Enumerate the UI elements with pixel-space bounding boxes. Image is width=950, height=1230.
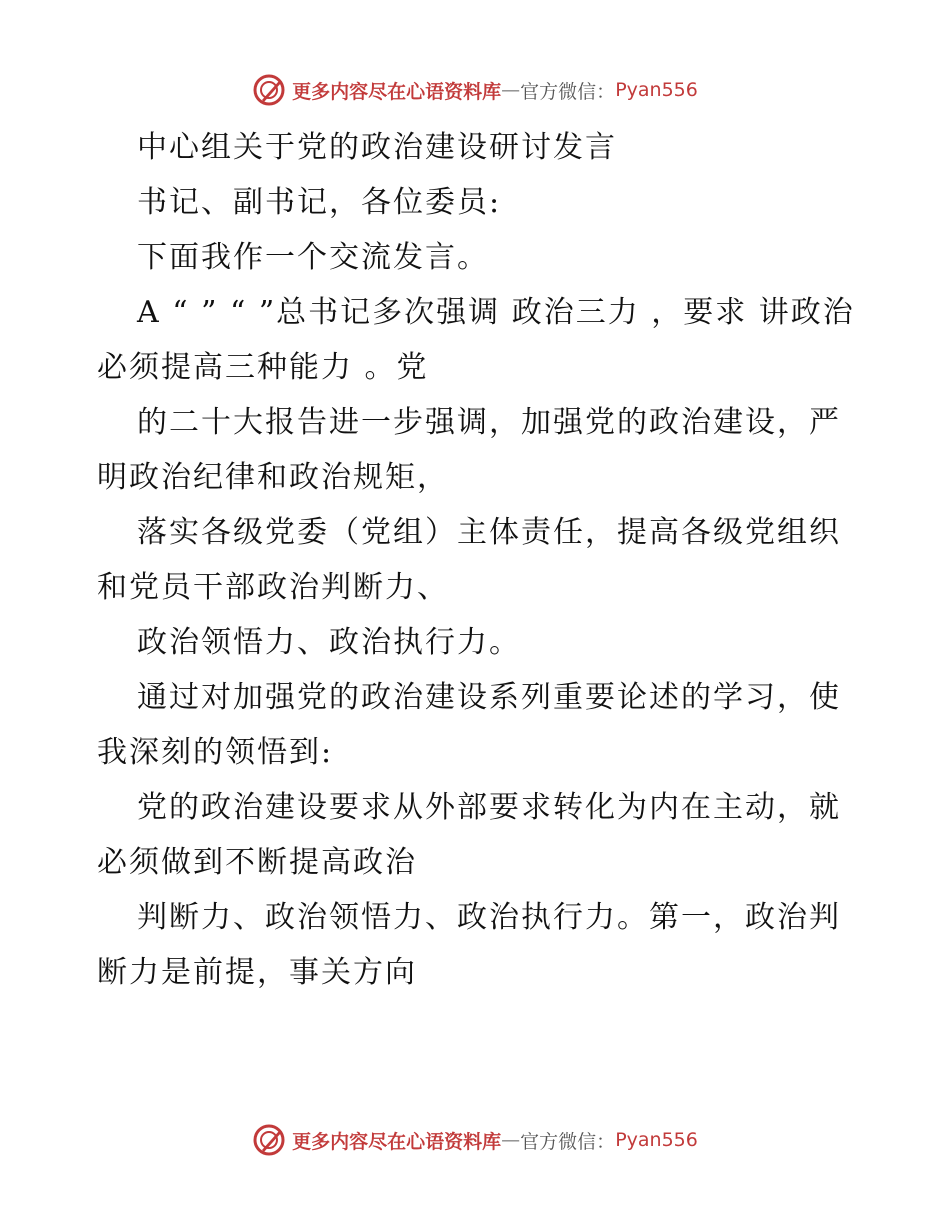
watermark-wechat-id: Pyan556 <box>615 1129 698 1151</box>
pen-logo-icon <box>252 73 286 107</box>
salutation: 书记、副书记，各位委员: <box>137 185 502 220</box>
watermark-main-text: 更多内容尽在心语资料库 <box>292 80 502 103</box>
paragraph: 判断力、政治领悟力、政治执行力。第一，政治判断力是前提，事关方向 <box>97 900 841 990</box>
paragraph: 通过对加强党的政治建设系列重要论述的学习，使我深刻的领悟到: <box>97 680 841 770</box>
paragraph: 的二十大报告进一步强调，加强党的政治建设，严明政治纪律和政治规矩， <box>97 405 841 495</box>
paragraph: 下面我作一个交流发言。 <box>137 240 489 275</box>
document-body <box>97 120 857 1000</box>
paragraph: 党的政治建设要求从外部要求转化为内在主动，就必须做到不断提高政治 <box>97 790 841 880</box>
watermark-header <box>0 70 950 110</box>
pen-logo-icon <box>252 1123 286 1157</box>
watermark-main-text: 更多内容尽在心语资料库 <box>292 1130 502 1153</box>
watermark-dash: — <box>501 1129 521 1151</box>
document-title: 中心组关于党的政治建设研讨发言 <box>137 130 617 165</box>
watermark-wechat-id: Pyan556 <box>615 79 698 101</box>
watermark-sub-text: 官方微信： <box>520 1130 616 1153</box>
paragraph: A “ ” “ ”总书记多次强调 政治三力 ，要求 讲政治必须提高三种能力 。党 <box>97 295 855 385</box>
paragraph: 政治领悟力、政治执行力。 <box>137 625 521 660</box>
watermark-footer <box>0 1120 950 1160</box>
paragraph: 落实各级党委（党组）主体责任，提高各级党组织和党员干部政治判断力、 <box>97 515 841 605</box>
watermark-sub-text: 官方微信： <box>520 80 616 103</box>
watermark-dash: — <box>501 79 521 101</box>
